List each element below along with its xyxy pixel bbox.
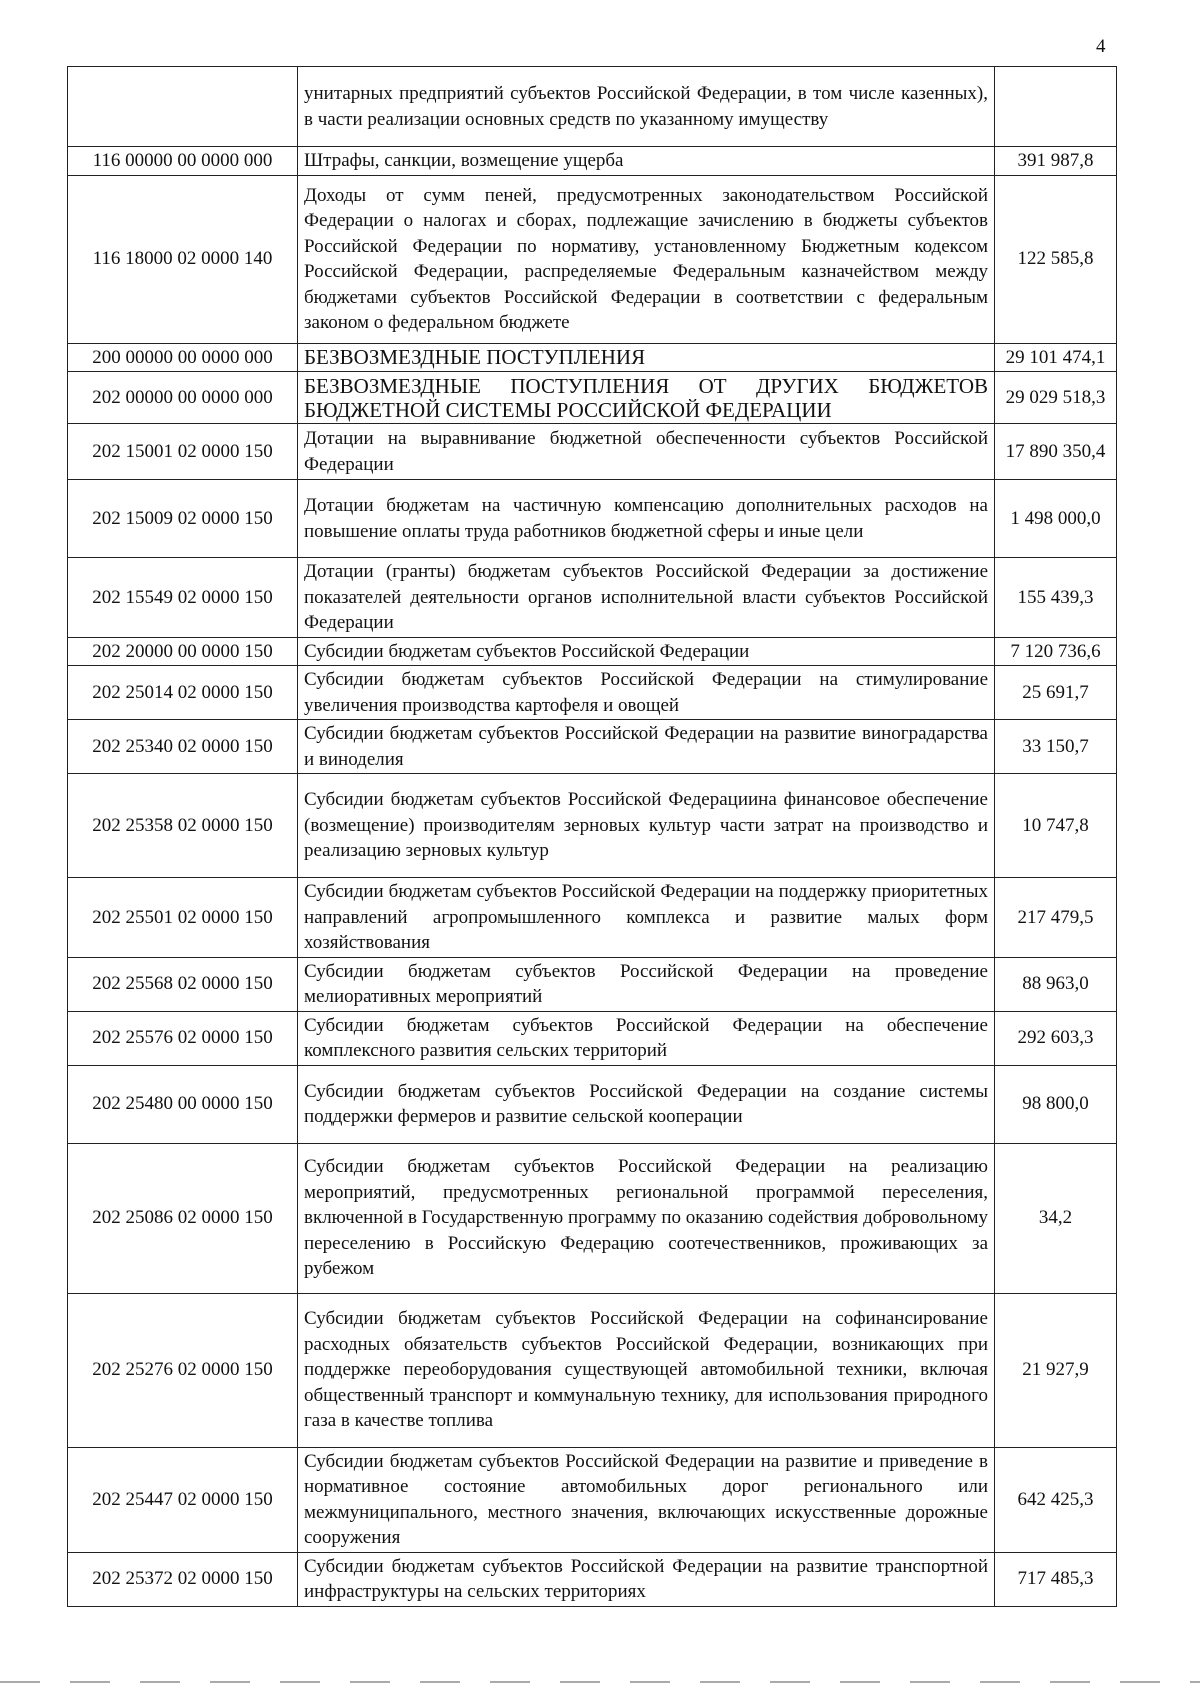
row-amount: 33 150,7	[995, 720, 1117, 774]
row-code: 202 00000 00 0000 000	[68, 372, 298, 424]
table-row	[68, 480, 1117, 558]
row-code: 116 00000 00 0000 000	[68, 147, 298, 176]
row-amount	[995, 67, 1117, 147]
row-description: Дотации на выравнивание бюджетной обеспеченности субъектов Российской Федерации	[298, 424, 995, 480]
table-row	[68, 147, 1117, 176]
table-row	[68, 878, 1117, 958]
row-code: 116 18000 02 0000 140	[68, 175, 298, 343]
row-code: 202 25276 02 0000 150	[68, 1293, 298, 1447]
budget-revenue-table	[67, 66, 1117, 1607]
row-amount: 98 800,0	[995, 1065, 1117, 1143]
row-code: 202 20000 00 0000 150	[68, 637, 298, 666]
row-code: 202 15549 02 0000 150	[68, 558, 298, 638]
row-description: Штрафы, санкции, возмещение ущерба	[298, 147, 995, 176]
row-code: 202 25340 02 0000 150	[68, 720, 298, 774]
row-description: Субсидии бюджетам субъектов Российской Федерации на развитие транспортной инфраструктуры на сельских территориях	[298, 1552, 995, 1606]
row-amount: 717 485,3	[995, 1552, 1117, 1606]
scan-artifact-line	[0, 1681, 1200, 1683]
row-code: 202 15009 02 0000 150	[68, 480, 298, 558]
row-code: 200 00000 00 0000 000	[68, 343, 298, 372]
row-amount: 642 425,3	[995, 1447, 1117, 1552]
row-amount: 122 585,8	[995, 175, 1117, 343]
row-description: Субсидии бюджетам субъектов Российской Федерации на реализацию мероприятий, предусмотренных региональной программой переселения, включенной в Государственную программу по оказанию содействия добровольному переселению в Российскую Федерацию соотечественников, проживающих за рубежом	[298, 1143, 995, 1293]
table-row	[68, 372, 1117, 424]
row-code: 202 25086 02 0000 150	[68, 1143, 298, 1293]
table-row	[68, 1447, 1117, 1552]
table-row	[68, 1065, 1117, 1143]
table-row	[68, 175, 1117, 343]
row-description: Субсидии бюджетам субъектов Российской Федерации	[298, 637, 995, 666]
row-amount: 21 927,9	[995, 1293, 1117, 1447]
table-row	[68, 424, 1117, 480]
row-description: Субсидии бюджетам субъектов Российской Федерации на проведение мелиоративных мероприятий	[298, 957, 995, 1011]
row-code: 202 25447 02 0000 150	[68, 1447, 298, 1552]
row-description: Субсидии бюджетам субъектов Российской Федерации на стимулирование увеличения производства картофеля и овощей	[298, 666, 995, 720]
row-description: Субсидии бюджетам субъектов Российской Федерации на обеспечение комплексного развития сельских территорий	[298, 1011, 995, 1065]
row-description: Субсидии бюджетам субъектов Российской Федерациина финансовое обеспечение (возмещение) производителям зерновых культур части затрат на производство и реализацию зерновых культур	[298, 774, 995, 878]
row-amount: 34,2	[995, 1143, 1117, 1293]
row-code: 202 15001 02 0000 150	[68, 424, 298, 480]
table-row	[68, 1143, 1117, 1293]
row-description: Субсидии бюджетам субъектов Российской Федерации на развитие виноградарства и виноделия	[298, 720, 995, 774]
row-code: 202 25480 00 0000 150	[68, 1065, 298, 1143]
table-row	[68, 558, 1117, 638]
row-code: 202 25372 02 0000 150	[68, 1552, 298, 1606]
table-row	[68, 343, 1117, 372]
table-row	[68, 957, 1117, 1011]
row-code: 202 25568 02 0000 150	[68, 957, 298, 1011]
table-row	[68, 1011, 1117, 1065]
row-description: Субсидии бюджетам субъектов Российской Федерации на поддержку приоритетных направлений агропромышленного комплекса и развитие малых форм хозяйствования	[298, 878, 995, 958]
row-amount: 7 120 736,6	[995, 637, 1117, 666]
table-row	[68, 67, 1117, 147]
table-row	[68, 637, 1117, 666]
row-description: унитарных предприятий субъектов Российской Федерации, в том числе казенных), в части реализации основных средств по указанному имуществу	[298, 67, 995, 147]
row-amount: 292 603,3	[995, 1011, 1117, 1065]
table-row	[68, 666, 1117, 720]
page-number: 4	[1096, 36, 1106, 57]
row-description: БЕЗВОЗМЕЗДНЫЕ ПОСТУПЛЕНИЯ	[298, 343, 995, 372]
table-row	[68, 1293, 1117, 1447]
row-amount: 155 439,3	[995, 558, 1117, 638]
row-amount: 25 691,7	[995, 666, 1117, 720]
row-code	[68, 67, 298, 147]
row-amount: 29 101 474,1	[995, 343, 1117, 372]
row-description: Дотации (гранты) бюджетам субъектов Российской Федерации за достижение показателей деятельности органов исполнительной власти субъектов Российской Федерации	[298, 558, 995, 638]
table-row	[68, 774, 1117, 878]
table-row	[68, 720, 1117, 774]
row-amount: 17 890 350,4	[995, 424, 1117, 480]
row-code: 202 25014 02 0000 150	[68, 666, 298, 720]
row-amount: 88 963,0	[995, 957, 1117, 1011]
row-code: 202 25358 02 0000 150	[68, 774, 298, 878]
row-amount: 217 479,5	[995, 878, 1117, 958]
table-row	[68, 1552, 1117, 1606]
row-description: Субсидии бюджетам субъектов Российской Федерации на создание системы поддержки фермеров и развитие сельской кооперации	[298, 1065, 995, 1143]
row-description: Дотации бюджетам на частичную компенсацию дополнительных расходов на повышение оплаты труда работников бюджетной сферы и иные цели	[298, 480, 995, 558]
row-amount: 391 987,8	[995, 147, 1117, 176]
row-description: БЕЗВОЗМЕЗДНЫЕ ПОСТУПЛЕНИЯ ОТ ДРУГИХ БЮДЖЕТОВ БЮДЖЕТНОЙ СИСТЕМЫ РОССИЙСКОЙ ФЕДЕРАЦИИ	[298, 372, 995, 424]
row-description: Субсидии бюджетам субъектов Российской Федерации на развитие и приведение в нормативное состояние автомобильных дорог регионального или межмуниципального, местного значения, включающих искусственные дорожные сооружения	[298, 1447, 995, 1552]
row-amount: 29 029 518,3	[995, 372, 1117, 424]
row-code: 202 25576 02 0000 150	[68, 1011, 298, 1065]
row-description: Субсидии бюджетам субъектов Российской Федерации на софинансирование расходных обязательств субъектов Российской Федерации, возникающих при поддержке переоборудования существующей автомобильной техники, включая общественный транспорт и коммунальную технику, для использования природного газа в качестве топлива	[298, 1293, 995, 1447]
row-amount: 1 498 000,0	[995, 480, 1117, 558]
row-code: 202 25501 02 0000 150	[68, 878, 298, 958]
row-description: Доходы от сумм пеней, предусмотренных законодательством Российской Федерации о налогах и сборах, подлежащие зачислению в бюджеты субъектов Российской Федерации по нормативу, установленному Бюджетным кодексом Российской Федерации, распределяемые Федеральным казначейством между бюджетами субъектов Российской Федерации в соответствии с федеральным законом о федеральном бюджете	[298, 175, 995, 343]
row-amount: 10 747,8	[995, 774, 1117, 878]
